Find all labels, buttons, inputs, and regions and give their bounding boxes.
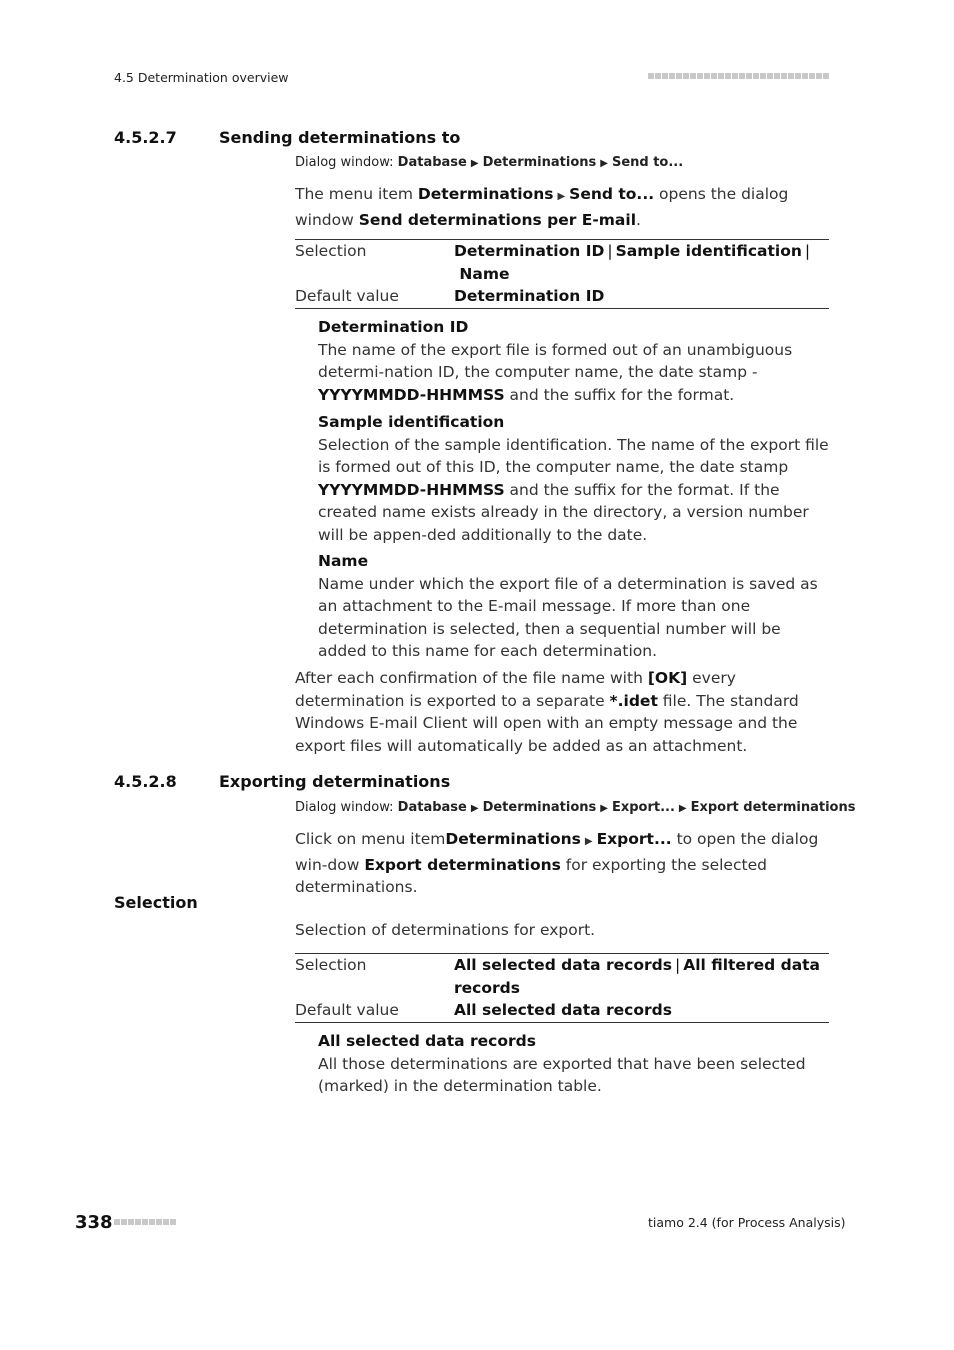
intro-paragraph-export: Click on menu itemDeterminations ▶ Export... to open the dialog win-dow Export determinations for exporting the selected determinations. [295, 830, 819, 896]
dialog-path-export: Dialog window: Database ▶ Determinations ▶ Export... ▶ Export determinations [295, 800, 856, 815]
section-number: 4.5.2.8 [114, 772, 177, 791]
arrow-right-icon: ▶ [470, 803, 479, 814]
section-title: Sending determinations to [219, 128, 461, 147]
section-title: Exporting determinations [219, 772, 451, 791]
arrow-right-icon: ▶ [678, 803, 687, 814]
option-all-selected: All selected data records All those determinations are exported that have been selected (marked) in the determination table. [318, 1032, 806, 1095]
arrow-right-icon: ▶ [600, 158, 608, 169]
dialog-path-send: Dialog window: Database ▶ Determinations ▶ Send to... [295, 155, 684, 170]
arrow-right-icon: ▶ [584, 836, 593, 847]
intro-paragraph-send: The menu item Determinations ▶ Send to... opens the dialog window Send determinations per E-mail. [295, 185, 789, 229]
selection-heading: Selection [114, 893, 198, 912]
running-header: 4.5 Determination overview [114, 70, 289, 85]
parameter-table-send: Selection Determination ID | Sample identification | Name Default value Determination ID [295, 239, 829, 309]
page-number: 338 [75, 1212, 113, 1233]
footer-decoration [114, 1219, 176, 1225]
section-number: 4.5.2.7 [114, 128, 177, 147]
option-name: Name Name under which the export file of a determination is saved as an attachment to the E-mail message. If more than one determination is selected, then a sequential number will be added to this name for each determination. [318, 552, 818, 660]
arrow-right-icon: ▶ [600, 803, 608, 814]
arrow-right-icon: ▶ [470, 158, 479, 169]
arrow-right-icon: ▶ [557, 191, 566, 202]
header-decoration [648, 73, 829, 79]
option-sample-identification: Sample identification Selection of the sample identification. The name of the export file is formed out of this ID, the computer name, the date stamp YYYYMMDD-HHMMSS and the suffix for the format. If the created name exists already in the directory, a version number will be appen-ded additionally to the date. [318, 413, 829, 544]
selection-values: Determination ID | Sample identification | Name [454, 242, 811, 283]
selection-description: Selection of determinations for export. [295, 921, 596, 939]
option-determination-id: Determination ID The name of the export file is formed out of an unambiguous determi-nation ID, the computer name, the date stamp -YYYYMMDD-HHMMSS and the suffix for the format. [318, 318, 793, 404]
parameter-table-export: Selection All selected data records | All filtered data records Default value All selected data records [295, 953, 829, 1023]
after-paragraph: After each confirmation of the file name with [OK] every determination is exported to a separate *.idet file. The standard Windows E-mail Client will open with an empty message and the export files will automatically be added as an attachment. [295, 669, 799, 755]
footer-product: tiamo 2.4 (for Process Analysis) [648, 1215, 846, 1230]
selection-values: All selected data records | All filtered data records [454, 956, 821, 997]
